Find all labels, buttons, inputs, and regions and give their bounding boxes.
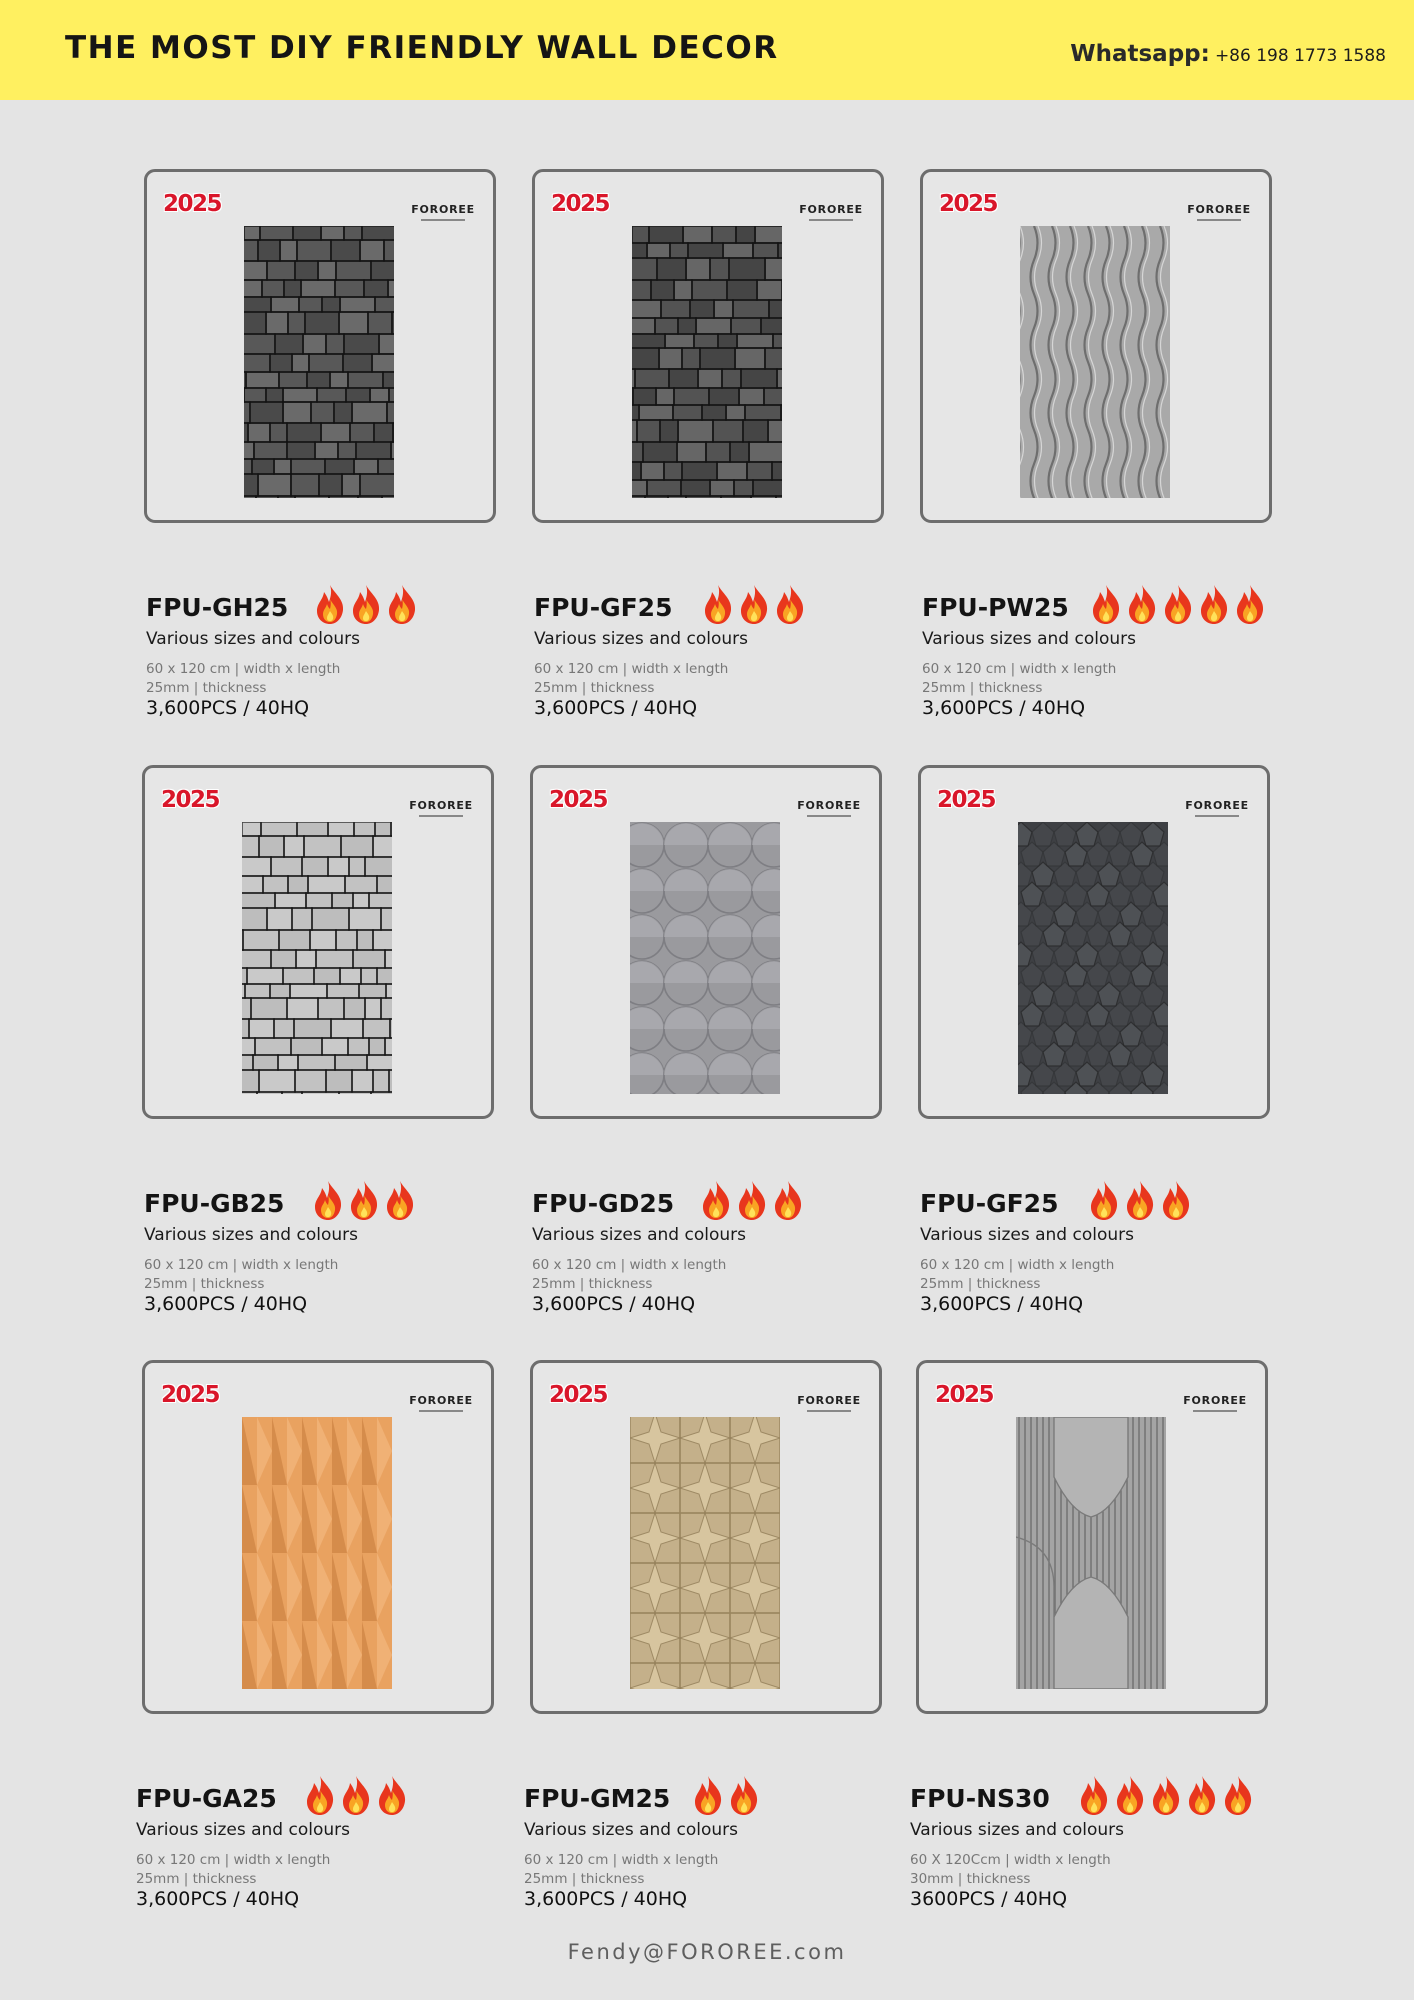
popularity-rating (310, 1179, 418, 1221)
product-image-frame (530, 765, 882, 1119)
product-code: FPU-GH25 (146, 593, 289, 622)
brand-tagline-mark (1197, 219, 1241, 221)
container-quantity: 3,600PCS / 40HQ (136, 1888, 300, 1910)
popularity-rating (1076, 1774, 1256, 1816)
spec-thickness: 25mm | thickness (922, 680, 1043, 696)
wall-panel-image (632, 226, 782, 498)
spec-variants: Various sizes and colours (920, 1225, 1134, 1245)
spec-thickness: 25mm | thickness (920, 1276, 1041, 1292)
brand-name: FOROREE (797, 1394, 861, 1407)
spec-thickness: 25mm | thickness (534, 680, 655, 696)
fire-icon (1160, 583, 1196, 625)
container-quantity: 3600PCS / 40HQ (910, 1888, 1068, 1910)
wall-panel-image (242, 822, 392, 1094)
spec-variants: Various sizes and colours (922, 629, 1136, 649)
fire-icon (736, 583, 772, 625)
popularity-rating (1086, 1179, 1194, 1221)
container-quantity: 3,600PCS / 40HQ (144, 1293, 308, 1315)
container-quantity: 3,600PCS / 40HQ (922, 697, 1086, 719)
brand-logo (1185, 794, 1249, 817)
product-code: FPU-GA25 (136, 1784, 277, 1813)
fire-icon (1088, 583, 1124, 625)
spec-size: 60 X 120Ccm | width x length (910, 1852, 1111, 1868)
spec-size: 60 x 120 cm | width x length (532, 1257, 727, 1273)
fire-icon (772, 583, 808, 625)
brand-logo (797, 1389, 861, 1412)
spec-size: 60 x 120 cm | width x length (146, 661, 341, 677)
fire-icon (384, 583, 420, 625)
spec-variants: Various sizes and colours (146, 629, 360, 649)
spec-variants: Various sizes and colours (144, 1225, 358, 1245)
brand-name: FOROREE (411, 203, 475, 216)
brand-name: FOROREE (1187, 203, 1251, 216)
brand-name: FOROREE (1185, 799, 1249, 812)
wall-panel-image (242, 1417, 392, 1689)
container-quantity: 3,600PCS / 40HQ (920, 1293, 1084, 1315)
product-image-frame (530, 1360, 882, 1714)
container-quantity: 3,600PCS / 40HQ (534, 697, 698, 719)
panel-texture (242, 822, 392, 1094)
brand-tagline-mark (809, 219, 853, 221)
fire-icon (1158, 1179, 1194, 1221)
wall-panel-image (630, 822, 780, 1094)
brand-name: FOROREE (799, 203, 863, 216)
fire-icon (1076, 1774, 1112, 1816)
brand-name: FOROREE (409, 1394, 473, 1407)
fire-icon (1184, 1774, 1220, 1816)
spec-variants: Various sizes and colours (136, 1820, 350, 1840)
brand-tagline-mark (807, 1410, 851, 1412)
whatsapp-label: Whatsapp: (1070, 41, 1210, 67)
spec-size: 60 x 120 cm | width x length (144, 1257, 339, 1273)
fire-icon (1220, 1774, 1256, 1816)
spec-variants: Various sizes and colours (910, 1820, 1124, 1840)
spec-thickness: 25mm | thickness (144, 1276, 265, 1292)
panel-texture (1020, 226, 1170, 498)
fire-icon (690, 1774, 726, 1816)
year-badge: 2025 (935, 1382, 994, 1408)
brand-logo (799, 198, 863, 221)
fire-icon (374, 1774, 410, 1816)
page-header (0, 0, 1414, 100)
whatsapp-number: +86 198 1773 1588 (1214, 46, 1386, 66)
product-code: FPU-NS30 (910, 1784, 1050, 1813)
product-code: FPU-GB25 (144, 1189, 285, 1218)
fire-icon (346, 1179, 382, 1221)
popularity-rating (1088, 583, 1268, 625)
panel-texture (244, 226, 394, 498)
brand-name: FOROREE (1183, 1394, 1247, 1407)
brand-name: FOROREE (797, 799, 861, 812)
fire-icon (310, 1179, 346, 1221)
spec-thickness: 25mm | thickness (136, 1871, 257, 1887)
product-image-frame (916, 1360, 1268, 1714)
brand-logo (797, 794, 861, 817)
brand-logo (409, 794, 473, 817)
whatsapp-contact (1070, 41, 1386, 67)
container-quantity: 3,600PCS / 40HQ (146, 697, 310, 719)
page-title: THE MOST DIY FRIENDLY WALL DECOR (65, 30, 779, 66)
product-code: FPU-GM25 (524, 1784, 671, 1813)
product-image-frame (920, 169, 1272, 523)
brand-name: FOROREE (409, 799, 473, 812)
wall-panel-image (244, 226, 394, 498)
spec-thickness: 25mm | thickness (524, 1871, 645, 1887)
spec-thickness: 30mm | thickness (910, 1871, 1031, 1887)
year-badge: 2025 (939, 191, 998, 217)
fire-icon (338, 1774, 374, 1816)
spec-size: 60 x 120 cm | width x length (136, 1852, 331, 1868)
fire-icon (1148, 1774, 1184, 1816)
popularity-rating (698, 1179, 806, 1221)
product-code: FPU-GD25 (532, 1189, 675, 1218)
panel-texture (630, 822, 780, 1094)
year-badge: 2025 (161, 787, 220, 813)
product-code: FPU-PW25 (922, 593, 1069, 622)
product-image-frame (144, 169, 496, 523)
product-code: FPU-GF25 (920, 1189, 1059, 1218)
panel-texture (1018, 822, 1168, 1094)
fire-icon (302, 1774, 338, 1816)
container-quantity: 3,600PCS / 40HQ (532, 1293, 696, 1315)
popularity-rating (690, 1774, 762, 1816)
brand-logo (1187, 198, 1251, 221)
brand-logo (411, 198, 475, 221)
popularity-rating (302, 1774, 410, 1816)
fire-icon (700, 583, 736, 625)
brand-tagline-mark (1193, 1410, 1237, 1412)
fire-icon (1124, 583, 1160, 625)
brand-tagline-mark (419, 1410, 463, 1412)
brand-tagline-mark (419, 815, 463, 817)
product-code: FPU-GF25 (534, 593, 673, 622)
popularity-rating (700, 583, 808, 625)
brand-tagline-mark (807, 815, 851, 817)
wall-panel-image (1020, 226, 1170, 498)
spec-size: 60 x 120 cm | width x length (922, 661, 1117, 677)
footer-email: Fendy@FOROREE.com (567, 1940, 847, 1964)
fire-icon (734, 1179, 770, 1221)
spec-variants: Various sizes and colours (532, 1225, 746, 1245)
product-image-frame (918, 765, 1270, 1119)
panel-texture (242, 1417, 392, 1689)
spec-size: 60 x 120 cm | width x length (534, 661, 729, 677)
brand-tagline-mark (421, 219, 465, 221)
fire-icon (1112, 1774, 1148, 1816)
brand-logo (409, 1389, 473, 1412)
year-badge: 2025 (551, 191, 610, 217)
brand-logo (1183, 1389, 1247, 1412)
product-image-frame (142, 765, 494, 1119)
year-badge: 2025 (549, 1382, 608, 1408)
wall-panel-image (1016, 1417, 1166, 1689)
container-quantity: 3,600PCS / 40HQ (524, 1888, 688, 1910)
panel-texture (632, 226, 782, 498)
spec-variants: Various sizes and colours (524, 1820, 738, 1840)
panel-texture (630, 1417, 780, 1689)
product-image-frame (142, 1360, 494, 1714)
spec-size: 60 x 120 cm | width x length (920, 1257, 1115, 1273)
fire-icon (726, 1774, 762, 1816)
popularity-rating (312, 583, 420, 625)
spec-thickness: 25mm | thickness (146, 680, 267, 696)
year-badge: 2025 (161, 1382, 220, 1408)
panel-texture (1016, 1417, 1166, 1689)
fire-icon (348, 583, 384, 625)
fire-icon (1086, 1179, 1122, 1221)
spec-thickness: 25mm | thickness (532, 1276, 653, 1292)
fire-icon (312, 583, 348, 625)
year-badge: 2025 (549, 787, 608, 813)
wall-panel-image (630, 1417, 780, 1689)
brand-tagline-mark (1195, 815, 1239, 817)
fire-icon (770, 1179, 806, 1221)
year-badge: 2025 (937, 787, 996, 813)
fire-icon (1122, 1179, 1158, 1221)
fire-icon (698, 1179, 734, 1221)
product-image-frame (532, 169, 884, 523)
fire-icon (1196, 583, 1232, 625)
year-badge: 2025 (163, 191, 222, 217)
wall-panel-image (1018, 822, 1168, 1094)
fire-icon (1232, 583, 1268, 625)
spec-size: 60 x 120 cm | width x length (524, 1852, 719, 1868)
spec-variants: Various sizes and colours (534, 629, 748, 649)
fire-icon (382, 1179, 418, 1221)
